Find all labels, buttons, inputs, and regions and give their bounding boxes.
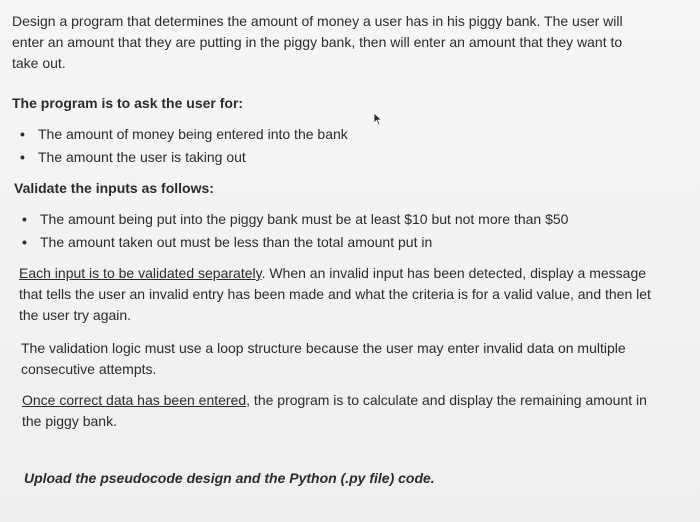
loop-line-1: The validation logic must use a loop structure because the user may enter invalid data on multiple (21, 340, 626, 356)
separate-underlined-text: Each input is to be validated separately (19, 265, 262, 281)
intro-line-1: Design a program that determines the amount of money a user has in his piggy bank. The user will (12, 13, 623, 29)
validate-item-2 (22, 232, 432, 252)
intro-line-2: enter an amount that they are putting in the piggy bank, then will enter an amount that they want to (12, 34, 623, 50)
bullet-glyph: • (20, 149, 25, 165)
validate-item-1-text: The amount being put into the piggy bank must be at least $10 but not more than $50 (40, 211, 569, 227)
validate-heading: Validate the inputs as follows: (14, 180, 214, 196)
separate-line-2: that tells the user an invalid entry has been made and what the criteria is for a valid value, and then let (19, 286, 651, 302)
separate-line-3: the user try again. (19, 307, 132, 323)
validate-item-1 (22, 209, 568, 229)
loop-line-2: consecutive attempts. (21, 361, 157, 377)
upload-instruction: Upload the pseudocode design and the Python (.py file) code. (24, 470, 435, 486)
validate-item-2-text: The amount taken out must be less than the total amount put in (40, 234, 433, 250)
loop-paragraph (21, 338, 691, 380)
separate-validation-paragraph (19, 263, 694, 326)
separate-line-1 (19, 263, 694, 284)
separate-rest-text: . When an invalid input has been detected, display a message (261, 265, 647, 281)
correct-underlined-text: Once correct data has been entered (22, 392, 247, 408)
intro-paragraph (12, 11, 692, 74)
ask-item-2 (20, 147, 246, 167)
ask-item-2-text: The amount the user is taking out (38, 149, 246, 165)
ask-item-1-text: The amount of money being entered into the bank (38, 126, 348, 142)
ask-heading: The program is to ask the user for: (12, 95, 244, 111)
bullet-glyph: • (22, 211, 27, 227)
correct-line-1 (22, 390, 692, 411)
intro-line-3: take out. (12, 55, 66, 71)
bullet-glyph: • (20, 126, 25, 142)
correct-rest-text: , the program is to calculate and display the remaining amount in (246, 392, 647, 408)
bullet-glyph: • (22, 234, 27, 250)
correct-data-paragraph (22, 390, 692, 432)
ask-item-1 (20, 124, 348, 144)
mouse-cursor-icon (373, 112, 383, 126)
correct-line-2: the piggy bank. (22, 413, 117, 429)
